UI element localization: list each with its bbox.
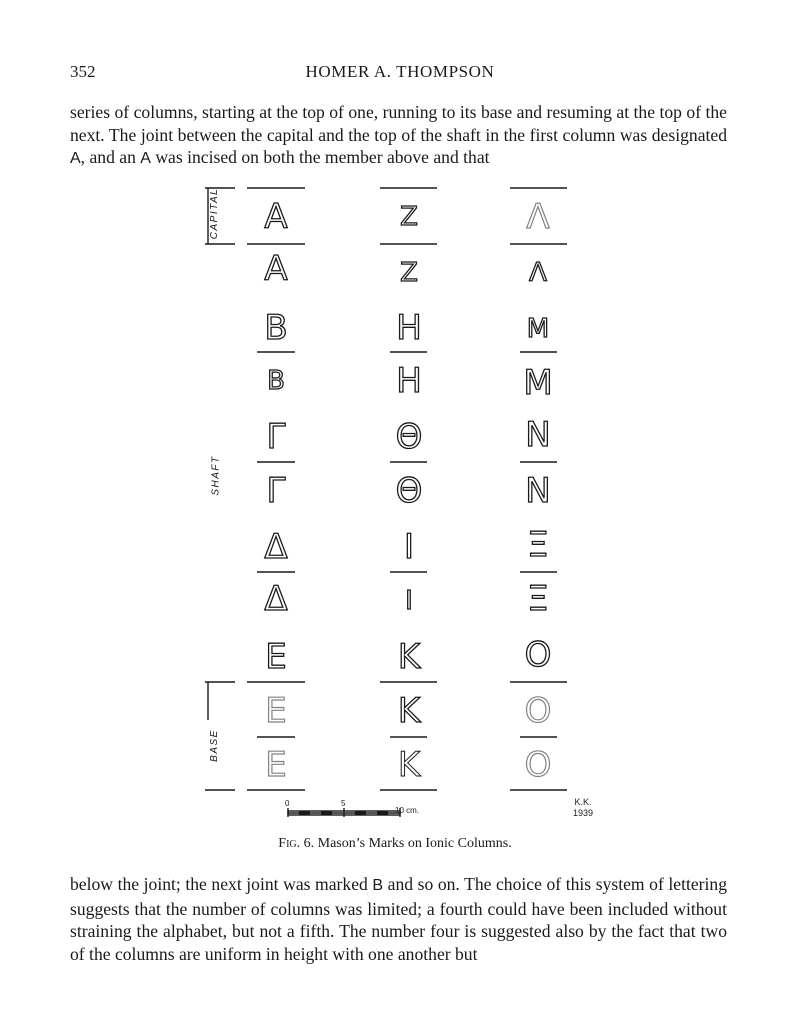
paragraph-text: and so on. The choice of this system of lettering suggests that the number of columns was limited; a fourth could have been included without straining the alphabet, but not a fifth. The number four is suggested also by the fact that two of the columns are uniform in height with one another but: [70, 874, 728, 964]
mark-col2-base: K: [397, 745, 421, 785]
mark-col3-shaft-bottom: O: [524, 635, 552, 675]
mark-col1-base: E: [265, 691, 287, 731]
figure-caption: [0, 836, 790, 852]
mark-col2-shaft-bottom: K: [397, 637, 421, 677]
zone-label-capital: CAPITAL: [209, 187, 221, 240]
running-head: HOMER A. THOMPSON: [305, 62, 495, 81]
mark-col3-shaft: Ξ: [527, 579, 549, 619]
mark-col1-shaft: Γ: [266, 471, 286, 511]
mark-col2-shaft: I: [405, 586, 413, 616]
mark-col1-shaft-bottom: E: [265, 637, 287, 677]
page-header: [70, 62, 730, 86]
mark-col2-base: K: [397, 691, 421, 731]
paragraph-text: series of columns, starting at the top of one, running to its base and resuming at the top of the next. The joint between the capital and the top of the shaft in the first column was designated: [70, 102, 727, 145]
mark-col2-shaft: Θ: [395, 471, 423, 511]
masons-marks-figure: [195, 180, 615, 830]
mark-col3-shaft: M: [523, 363, 553, 403]
drawing-year: 1939: [572, 808, 594, 818]
mark-letter: B: [372, 877, 384, 894]
mark-col3-shaft: N: [525, 471, 551, 511]
figure-number: Fig. 6.: [278, 836, 315, 851]
mark-col1-base: E: [265, 745, 287, 785]
mark-col3-shaft: Ξ: [527, 525, 549, 565]
mark-col3-shaft-top: Λ: [529, 258, 547, 288]
zone-label-shaft: SHAFT: [210, 455, 222, 496]
zone-label-base: BASE: [208, 729, 220, 762]
paragraph-text: below the joint; the next joint was marked: [70, 874, 373, 894]
mark-col2-shaft: H: [396, 308, 422, 348]
scale-label-0: 0: [285, 799, 290, 808]
paragraph-text: , and an: [80, 147, 141, 167]
mark-col1-shaft-top: A: [264, 249, 288, 289]
paragraph-top: [70, 101, 727, 171]
mark-col2-capital: Z: [400, 202, 418, 232]
mark-col3-shaft: M: [526, 314, 550, 344]
drafter-signature: [563, 797, 603, 819]
scale-label-10: 10 cm.: [395, 806, 420, 815]
mark-col1-shaft: B: [267, 366, 285, 396]
paragraph-bottom: [70, 873, 727, 965]
mark-letter: A: [70, 150, 81, 167]
mark-col1-capital: A: [264, 197, 288, 237]
mark-col2-shaft: I: [403, 527, 415, 567]
mark-col2-shaft-top: Z: [400, 258, 418, 288]
mark-col3-base: O: [524, 745, 552, 785]
scale-label-5: 5: [341, 799, 346, 808]
drafter-initials: K.K.: [574, 797, 592, 807]
mark-col1-shaft: Γ: [266, 417, 286, 457]
mark-col1-shaft: Δ: [264, 579, 288, 619]
mark-col3-capital: Λ: [526, 197, 550, 237]
mark-col2-shaft: H: [396, 361, 422, 401]
mark-col1-shaft: Δ: [264, 527, 288, 567]
page-number: 352: [70, 62, 96, 81]
mark-col1-shaft: B: [264, 308, 288, 348]
mark-col3-shaft: N: [525, 415, 551, 455]
mark-letter: A: [140, 150, 151, 167]
mark-col2-shaft: Θ: [395, 417, 423, 457]
paragraph-text: was incised on both the member above and that: [150, 147, 490, 167]
figure-title: Mason’s Marks on Ionic Columns.: [317, 836, 512, 851]
mark-col3-base: O: [524, 691, 552, 731]
